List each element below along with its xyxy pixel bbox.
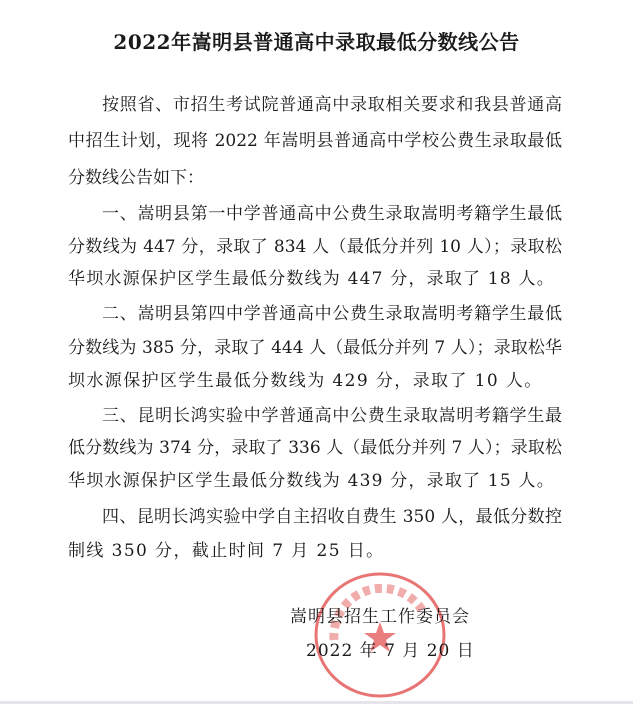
paragraph-line: 华坝水源保护区学生最低分数线为 447 分，录取了 18 人。 bbox=[68, 269, 555, 289]
paragraph-line: 分数线公告如下： bbox=[68, 168, 204, 188]
paragraph-line: 按照省、市招生考试院普通高中录取相关要求和我县普通高 bbox=[102, 95, 562, 115]
paragraph-line: 四、昆明长鸿实验中学自主招收自费生 350 人，最低分数控 bbox=[102, 507, 562, 527]
official-seal bbox=[312, 570, 448, 700]
paragraph-line: 华坝水源保护区学生最低分数线为 439 分，录取了 15 人。 bbox=[68, 471, 555, 491]
paragraph-line: 制线 350 分，截止时间 7 月 25 日。 bbox=[68, 541, 385, 561]
paragraph-line: 中招生计划，现将 2022 年嵩明县普通高中学校公费生录取最低 bbox=[68, 131, 562, 151]
signature-org: 嵩明县招生工作委员会 bbox=[290, 607, 470, 627]
paragraph-line: 分数线为 385 分，录取了 444 人（最低分并列 7 人）；录取松华 bbox=[68, 338, 562, 358]
signature-date: 2022 年 7 月 20 日 bbox=[306, 641, 475, 661]
paragraph-line: 低分数线为 374 分，录取了 336 人（最低分并列 7 人）；录取松 bbox=[68, 438, 562, 458]
paragraph-line: 一、嵩明县第一中学普通高中公费生录取嵩明考籍学生最低 bbox=[102, 204, 562, 224]
paragraph-line: 坝水源保护区学生最低分数线为 429 分，录取了 10 人。 bbox=[68, 371, 543, 391]
paragraph-line: 三、昆明长鸿实验中学普通高中公费生录取嵩明考籍学生最 bbox=[102, 406, 562, 426]
page-title: 2022年嵩明县普通高中录取最低分数线公告 bbox=[113, 30, 520, 54]
paragraph-line: 二、嵩明县第四中学普通高中公费生录取嵩明考籍学生最低 bbox=[102, 304, 562, 324]
paragraph-line: 分数线为 447 分，录取了 834 人（最低分并列 10 人）；录取松 bbox=[68, 237, 562, 257]
